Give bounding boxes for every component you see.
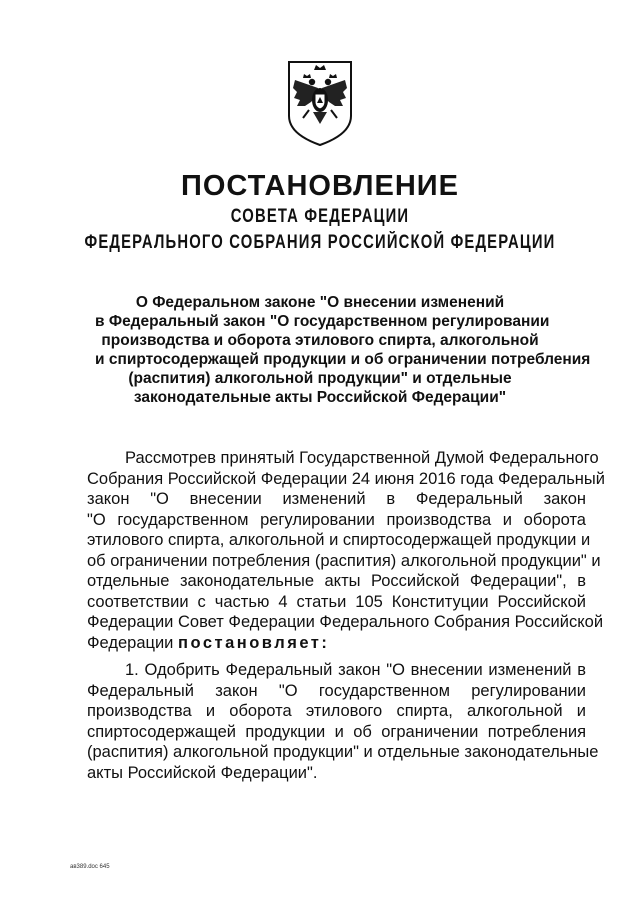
- paragraph-final-text: Федерации: [87, 633, 174, 652]
- paragraph-line: (распития) алкогольной продукции" и отдельные законодательные: [87, 743, 599, 761]
- paragraph-line: "О государственном регулировании производства и оборота: [87, 510, 586, 529]
- coat-of-arms-icon: [285, 58, 355, 148]
- paragraph-line: производства и оборота этилового спирта, алкогольной и: [87, 702, 586, 720]
- paragraph-line: акты Российской Федерации".: [87, 763, 318, 782]
- paragraph-line: Собрания Российской Федерации 24 июня 2016 года Федеральный: [87, 469, 605, 488]
- document-type-title: ПОСТАНОВЛЕНИЕ: [181, 170, 459, 202]
- document-subject: [95, 293, 591, 407]
- paragraph-line: отдельные законодательные акты Российской Федерации", в: [87, 572, 586, 590]
- paragraph-line: этилового спирта, алкогольной и спиртосодержащей продукции и: [87, 531, 591, 549]
- issuer-line-2: ФЕДЕРАЛЬНОГО СОБРАНИЯ РОССИЙСКОЙ ФЕДЕРАЦИИ: [84, 232, 556, 253]
- decree-word: постановляет:: [178, 633, 330, 652]
- paragraph-line: Федерации Совет Федерации Федерального Собрания Российской: [87, 613, 604, 631]
- paragraph-line: соответствии с частью 4 статьи 105 Конституции Российской: [87, 592, 586, 611]
- subject-line: законодательные акты Российской Федерации": [133, 389, 507, 406]
- subject-line: в Федеральный закон "О государственном регулировании: [95, 313, 550, 330]
- document-file-code: ав389.doc 645: [70, 864, 110, 870]
- paragraph-line: Рассмотрев принятый Государственной Думой Федерального: [125, 449, 599, 467]
- paragraph-line: [87, 633, 586, 654]
- subject-line: и спиртосодержащей продукции и об ограничении потребления: [95, 351, 591, 368]
- paragraph-line: Федеральный закон "О государственном регулировании: [87, 681, 586, 700]
- subject-line: О Федеральном законе "О внесении изменений: [135, 294, 505, 311]
- paragraph-line: об ограничении потребления (распития) алкогольной продукции" и: [87, 551, 601, 570]
- paragraph-line: спиртосодержащей продукции и об ограничении потребления: [87, 722, 586, 741]
- resolution-item-1: [87, 660, 599, 783]
- subject-line: (распития) алкогольной продукции" и отдельные: [128, 370, 512, 387]
- paragraph-line: 1. Одобрить Федеральный закон "О внесении изменений в: [125, 661, 586, 679]
- subject-line: производства и оборота этилового спирта, алкогольной: [101, 332, 539, 349]
- preamble-paragraph: [87, 448, 605, 653]
- paragraph-line: закон "О внесении изменений в Федеральный закон: [87, 490, 586, 508]
- issuer-line-1: СОВЕТА ФЕДЕРАЦИИ: [230, 206, 410, 227]
